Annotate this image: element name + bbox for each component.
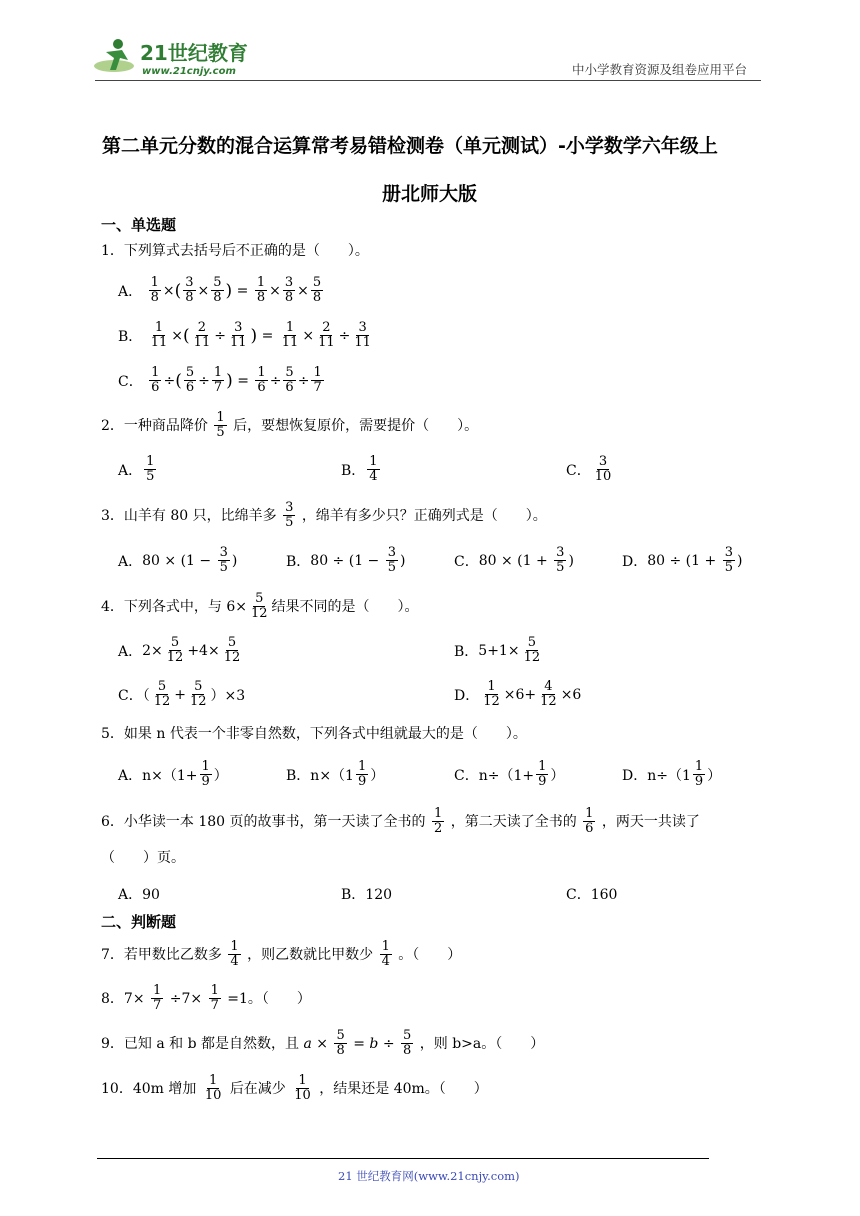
svg-text:21世纪教育: 21世纪教育 bbox=[140, 41, 248, 65]
question-6-pre: 6．小华读一本 180 页的故事书，第一天读了全书的 bbox=[101, 813, 426, 830]
question-5-option-c: C．n÷（1+ $\frac{1}{9}$ ） bbox=[454, 759, 565, 790]
question-1-option-a: A． $\frac{1}{8}$ ×( $\frac{3}{8}$ × $\frac{5}{8}$ ) = $\frac{1}{8}$ × $\frac{3}{8}$ × $\frac{5}{8}$ bbox=[118, 275, 322, 306]
question-6-option-a: A．90 bbox=[118, 887, 160, 903]
option-label: C． bbox=[118, 687, 143, 704]
question-3-pre: 3．山羊有 80 只，比绵羊多 bbox=[101, 507, 277, 524]
question-9-pre: 9．已知 a 和 b 都是自然数，且 bbox=[101, 1035, 300, 1052]
question-4-post: 结果不同的是（ ）。 bbox=[271, 598, 419, 615]
question-2-post: 后，要想恢复原价，需要提价（ ）。 bbox=[233, 417, 479, 434]
question-6-text: 6．小华读一本 180 页的故事书，第一天读了全书的 $\frac{1}{2}$ ，第二天读了全书的 $\frac{1}{6}$ ，两天一共读了 bbox=[101, 806, 700, 837]
option-label: C． bbox=[454, 553, 479, 570]
question-2-pre: 2．一种商品降价 bbox=[101, 417, 208, 434]
question-4-text: 4．下列各式中，与 6× $\frac{5}{12}$ 结果不同的是（ ）。 bbox=[101, 591, 419, 622]
option-label: A． bbox=[118, 283, 143, 300]
header-divider bbox=[95, 80, 761, 81]
question-2-option-c: C． $\frac{3}{10}$ bbox=[566, 454, 612, 485]
question-1-option-b: B． $\frac{1}{11}$ ×( $\frac{2}{11}$ ÷ $\frac{3}{11}$ ) = $\frac{1}{11}$ × $\frac{2}{11}$ ÷ $\frac{3}{11}$ bbox=[118, 320, 371, 351]
question-3-option-b: B．80 ÷ (1 − $\frac{3}{5}$ ) bbox=[286, 545, 406, 576]
question-8-text: 8．7× $\frac{1}{7}$ ÷7× $\frac{1}{7}$ =1。（ ） bbox=[101, 983, 311, 1014]
svg-text:www.21cnjy.com: www.21cnjy.com bbox=[142, 66, 236, 77]
option-label: D． bbox=[622, 767, 648, 784]
question-6-option-b: B．120 bbox=[341, 887, 393, 903]
question-6-mid: ，第二天读了全书的 bbox=[450, 813, 577, 830]
option-label: A． bbox=[118, 767, 143, 784]
question-10-text: 10．40m 增加 $\frac{1}{10}$ 后在减少 $\frac{1}{10}$ ，结果还是 40m。（ ） bbox=[101, 1073, 488, 1104]
question-1-text: 1．下列算式去括号后不正确的是（ ）。 bbox=[101, 243, 369, 259]
question-8-post: =1。（ ） bbox=[227, 990, 311, 1007]
footer-link[interactable]: 21 世纪教育网(www.21cnjy.com) bbox=[338, 1169, 520, 1183]
question-7-post: 。（ ） bbox=[398, 946, 462, 963]
question-3-text: 3．山羊有 80 只，比绵羊多 $\frac{3}{5}$ ，绵羊有多少只？正确列式是（ ）。 bbox=[101, 500, 547, 531]
question-10-mid: 后在减少 bbox=[229, 1080, 286, 1097]
question-7-pre: 7．若甲数比乙数多 bbox=[101, 946, 222, 963]
option-label: C． bbox=[118, 373, 143, 390]
page-title-line2: 册北师大版 bbox=[382, 183, 478, 205]
question-5-option-a: A．n×（1+ $\frac{1}{9}$ ） bbox=[118, 759, 228, 790]
question-10-post: ，结果还是 40m。（ ） bbox=[319, 1080, 488, 1097]
option-label: A． bbox=[118, 462, 143, 479]
header-platform-text: 中小学教育资源及组卷应用平台 bbox=[572, 62, 748, 77]
option-label: A． bbox=[118, 553, 143, 570]
question-6-option-c: C．160 bbox=[566, 887, 618, 903]
question-10-pre: 10．40m 增加 bbox=[101, 1080, 197, 1097]
page-title-line1: 第二单元分数的混合运算常考易错检测卷（单元测试）-小学数学六年级上 bbox=[102, 135, 718, 157]
question-7-text: 7．若甲数比乙数多 $\frac{1}{4}$ ，则乙数就比甲数少 $\frac{1}{4}$ 。（ ） bbox=[101, 939, 462, 970]
question-3-option-a: A．80 × (1 − $\frac{3}{5}$ ) bbox=[118, 545, 238, 576]
section-true-false: 二、判断题 bbox=[101, 913, 177, 931]
site-logo bbox=[92, 36, 262, 80]
question-3-option-d: D．80 ÷ (1 + $\frac{3}{5}$ ) bbox=[622, 545, 743, 576]
question-4-option-c: C．（ $\frac{5}{12}$ + $\frac{5}{12}$ ）×3 bbox=[118, 679, 246, 710]
question-8-mid: ÷7× bbox=[169, 990, 203, 1007]
option-label: B． bbox=[286, 767, 311, 784]
question-1-option-c: C． $\frac{1}{6}$ ÷( $\frac{5}{6}$ ÷ $\frac{1}{7}$ ) = $\frac{1}{6}$ ÷ $\frac{5}{6}$ ÷ $\frac{1}{7}$ bbox=[118, 365, 322, 396]
question-2-text: 2．一种商品降价 $\frac{1}{5}$ 后，要想恢复原价，需要提价（ ）。 bbox=[101, 410, 479, 441]
option-label: D． bbox=[454, 687, 480, 704]
option-label: C． bbox=[454, 767, 479, 784]
section-single-choice: 一、单选题 bbox=[101, 216, 177, 234]
option-label: B． bbox=[454, 643, 479, 660]
question-4-option-b: B．5+1× $\frac{5}{12}$ bbox=[454, 635, 541, 666]
question-5-option-d: D．n÷（1 $\frac{1}{9}$ ） bbox=[622, 759, 722, 790]
question-4-option-d: D． $\frac{1}{12}$ ×6+ $\frac{4}{12}$ ×6 bbox=[454, 679, 582, 710]
question-9-text: 9．已知 a 和 b 都是自然数，且 a × $\frac{5}{8}$ = b ÷ $\frac{5}{8}$ ，则 b>a。（ ） bbox=[101, 1028, 545, 1059]
option-label: A． bbox=[118, 643, 143, 660]
question-4-option-a: A．2× $\frac{5}{12}$ +4× $\frac{5}{12}$ bbox=[118, 635, 241, 666]
option-label: C． bbox=[566, 462, 591, 479]
question-6-line2: （ ）页。 bbox=[101, 850, 185, 866]
question-8-pre: 8．7× bbox=[101, 990, 145, 1007]
question-5-option-b: B．n×（1 $\frac{1}{9}$ ） bbox=[286, 759, 385, 790]
question-9-post: ，则 b>a。（ ） bbox=[419, 1035, 545, 1052]
question-6-post: ，两天一共读了 bbox=[601, 813, 700, 830]
question-7-mid: ，则乙数就比甲数少 bbox=[247, 946, 374, 963]
question-3-post: ，绵羊有多少只？正确列式是（ ）。 bbox=[301, 507, 547, 524]
question-4-pre: 4．下列各式中，与 6× bbox=[101, 598, 247, 615]
question-2-option-a: A． $\frac{1}{5}$ bbox=[118, 454, 155, 485]
option-label: D． bbox=[622, 553, 648, 570]
question-5-text: 5．如果 n 代表一个非零自然数，下列各式中组就最大的是（ ）。 bbox=[101, 726, 527, 742]
option-label: B． bbox=[118, 328, 143, 345]
question-3-option-c: C．80 × (1 + $\frac{3}{5}$ ) bbox=[454, 545, 574, 576]
question-2-option-b: B． $\frac{1}{4}$ bbox=[341, 454, 378, 485]
option-label: B． bbox=[286, 553, 311, 570]
option-label: B． bbox=[341, 462, 366, 479]
footer-divider bbox=[97, 1158, 709, 1159]
